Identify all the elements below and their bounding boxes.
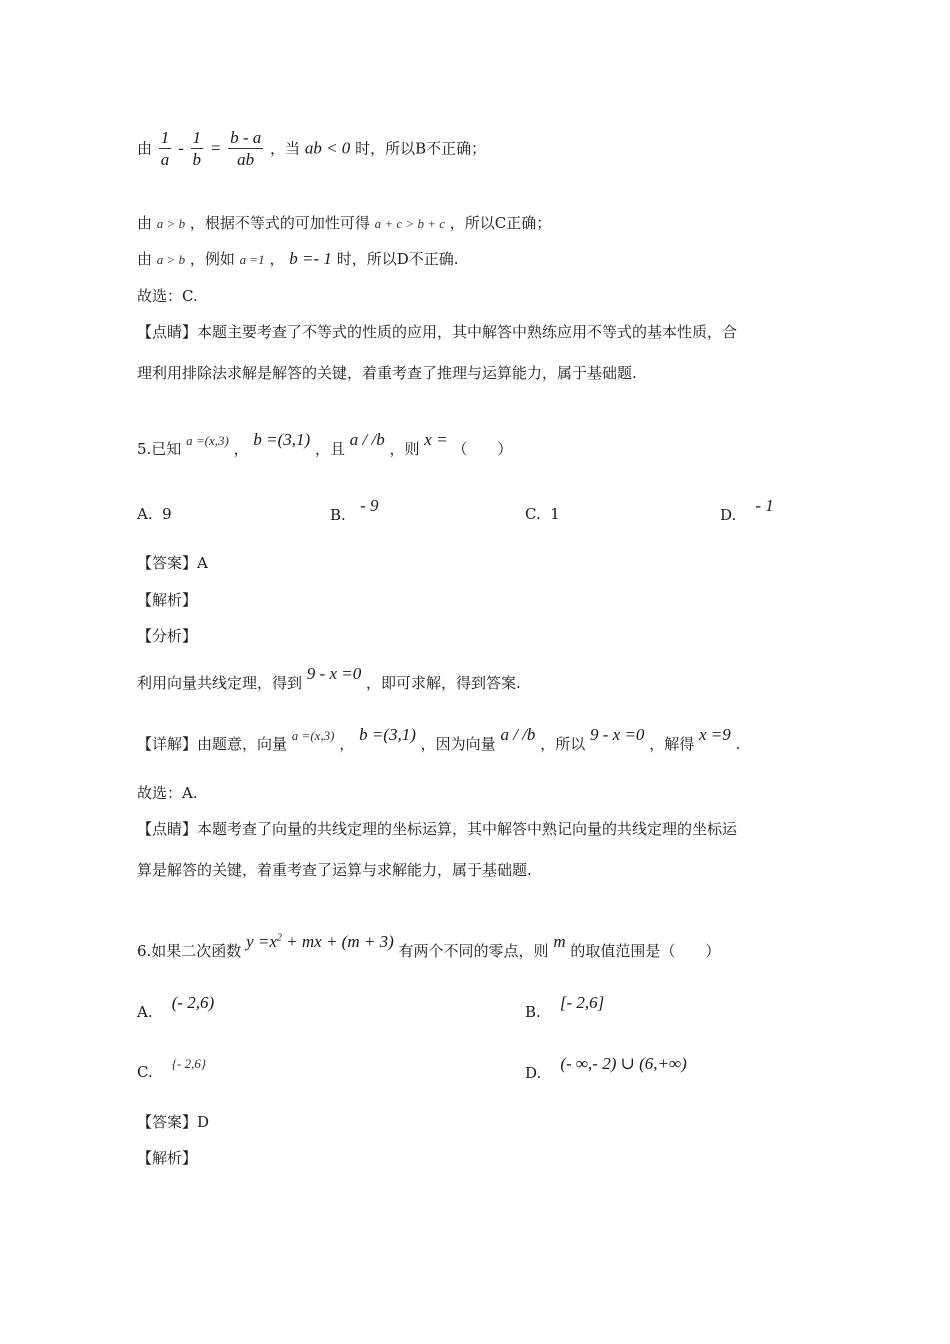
text: ，根据不等式的可加性可得 bbox=[189, 214, 370, 232]
option-value: (- ∞,- 2) ∪ (6,+∞) bbox=[560, 1054, 687, 1073]
option-label: A. bbox=[137, 1003, 153, 1021]
text: 有两个不同的零点，则 bbox=[398, 942, 549, 960]
math-parallel: a / /b bbox=[500, 725, 536, 744]
text: 【详解】由题意，向量 bbox=[137, 735, 288, 753]
text: ，即可求解，得到答案. bbox=[366, 674, 521, 692]
q5-choice: 故选：A. bbox=[137, 784, 198, 802]
option-label: B. bbox=[525, 1003, 541, 1021]
q4-comment-line-2: 理利用排除法求解是解答的关键，着重考查了推理与运算能力，属于基础题. bbox=[137, 364, 637, 382]
numerator: b - a bbox=[230, 128, 262, 147]
q6-analysis: 【解析】 bbox=[137, 1149, 198, 1167]
fraction-b-minus-a-over-ab bbox=[228, 128, 263, 171]
math-result: x =9 bbox=[699, 725, 731, 744]
text: 由 bbox=[137, 139, 153, 158]
math-equation: 9 - x =0 bbox=[589, 725, 645, 744]
option-label: C. bbox=[525, 505, 541, 523]
math-inline: a + c > b + c bbox=[374, 216, 446, 231]
q5-detail bbox=[137, 725, 741, 754]
numerator: 1 bbox=[160, 128, 170, 147]
text: ，解得 bbox=[649, 735, 695, 753]
math-vector-a: a =(x,3) bbox=[291, 728, 335, 743]
option-value: - 9 bbox=[360, 496, 379, 515]
q6-stem bbox=[137, 932, 721, 961]
text: ，则 bbox=[389, 440, 420, 458]
text: 时，所以B不正确； bbox=[355, 139, 487, 158]
q4-choice: 故选：C. bbox=[137, 287, 198, 305]
math-equals: = bbox=[209, 138, 222, 158]
text: ，当 bbox=[270, 139, 301, 158]
fraction-1-over-b bbox=[191, 128, 204, 171]
text: ， bbox=[339, 735, 355, 753]
option-value: - 1 bbox=[755, 496, 774, 515]
math-vector-b: b =(3,1) bbox=[359, 725, 416, 744]
q6-answer: 【答案】D bbox=[137, 1113, 210, 1131]
option-label: C. bbox=[137, 1063, 153, 1081]
q4-line-option-d bbox=[137, 248, 458, 269]
option-value: 1 bbox=[550, 505, 560, 523]
q5-option-a bbox=[137, 505, 172, 523]
text: 5.已知 bbox=[137, 440, 182, 458]
text: 6.如果二次函数 bbox=[137, 942, 242, 960]
math-vector-a: a =(x,3) bbox=[186, 433, 229, 448]
text: ， bbox=[269, 250, 285, 268]
option-label: D. bbox=[525, 1064, 542, 1082]
math-inline: a =1 bbox=[239, 252, 265, 267]
text: ，且 bbox=[314, 440, 345, 458]
option-value: (- 2,6) bbox=[171, 993, 215, 1012]
math-x-equals: x = bbox=[424, 430, 448, 449]
q6-option-d bbox=[525, 1054, 687, 1083]
text: ，所以C正确； bbox=[449, 214, 552, 232]
option-label: A. bbox=[137, 505, 153, 523]
func-part: y =x bbox=[246, 932, 277, 951]
denominator: b bbox=[192, 150, 202, 169]
math-minus: - bbox=[178, 138, 184, 158]
text: 时，所以D不正确. bbox=[336, 250, 459, 268]
q4-line-option-c bbox=[137, 212, 551, 233]
q5-comment-line-2: 算是解答的关键，着重考查了运算与求解能力，属于基础题. bbox=[137, 861, 532, 879]
func-part: + mx + (m + 3) bbox=[281, 932, 394, 951]
q5-analysis: 【解析】 bbox=[137, 591, 198, 609]
q5-comment-line-1: 【点睛】本题考查了向量的共线定理的坐标运算，其中解答中熟记向量的共线定理的坐标运 bbox=[137, 820, 738, 838]
q5-fenxi: 【分析】 bbox=[137, 627, 198, 645]
exponent: 2 bbox=[276, 932, 282, 944]
q6-option-a bbox=[137, 993, 215, 1022]
text: ，所以 bbox=[540, 735, 586, 753]
denominator: a bbox=[160, 150, 170, 169]
text: 利用向量共线定理，得到 bbox=[137, 674, 303, 692]
option-label: B. bbox=[330, 506, 346, 524]
text: （ ） bbox=[452, 440, 513, 458]
math-var-m: m bbox=[553, 932, 566, 951]
option-label: D. bbox=[720, 506, 737, 524]
math-inline: b =- 1 bbox=[289, 249, 332, 268]
q5-stem bbox=[137, 430, 513, 459]
q6-option-c bbox=[137, 1056, 207, 1081]
math-equation: 9 - x =0 bbox=[306, 664, 362, 683]
q5-option-c bbox=[525, 505, 560, 523]
text: 由 bbox=[137, 250, 153, 268]
q5-option-b bbox=[330, 496, 379, 525]
option-value: {- 2,6} bbox=[171, 1056, 207, 1071]
option-value: [- 2,6] bbox=[559, 993, 605, 1012]
q5-fenxi-text bbox=[137, 664, 521, 693]
math-condition: ab < 0 bbox=[304, 138, 351, 158]
text: 的取值范围是（ ） bbox=[570, 942, 721, 960]
text: . bbox=[735, 735, 741, 753]
option-value: 9 bbox=[162, 505, 172, 523]
math-inline: a > b bbox=[156, 216, 186, 231]
text: ， bbox=[233, 440, 249, 458]
math-inline: a > b bbox=[156, 252, 186, 267]
math-parallel: a / /b bbox=[349, 430, 385, 449]
fraction-1-over-a bbox=[159, 128, 172, 171]
numerator: 1 bbox=[192, 128, 202, 147]
q5-answer: 【答案】A bbox=[137, 554, 208, 572]
math-function bbox=[246, 932, 394, 951]
q4-line-fraction bbox=[137, 128, 486, 171]
text: ，例如 bbox=[189, 250, 235, 268]
q6-option-b bbox=[525, 993, 605, 1022]
q4-comment-line-1: 【点睛】本题主要考查了不等式的性质的应用，其中解答中熟练应用不等式的基本性质，合 bbox=[137, 323, 738, 341]
text: 由 bbox=[137, 214, 153, 232]
math-vector-b: b =(3,1) bbox=[253, 430, 311, 449]
q5-option-d bbox=[720, 496, 774, 525]
denominator: ab bbox=[228, 148, 263, 171]
text: ，因为向量 bbox=[420, 735, 496, 753]
